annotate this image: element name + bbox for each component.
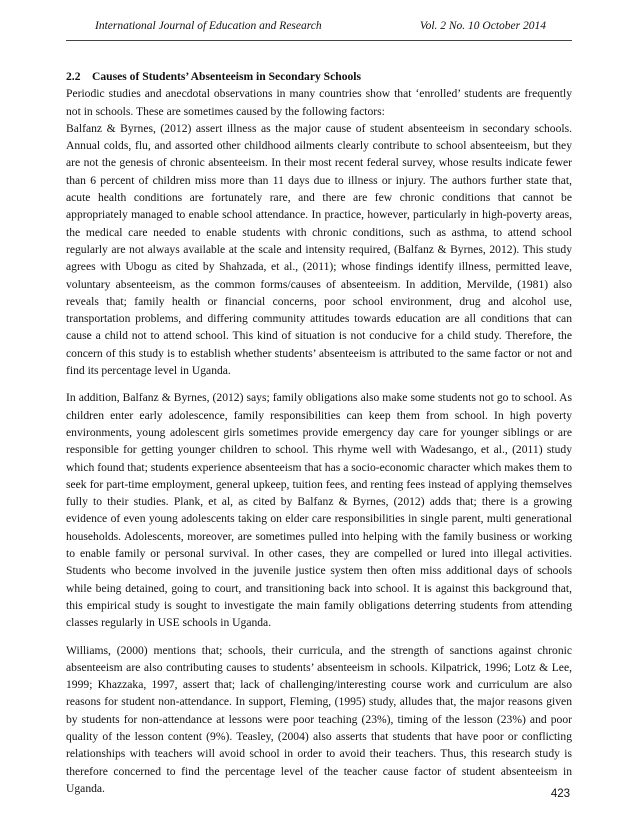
running-header — [95, 20, 546, 36]
journal-title: International Journal of Education and Research — [95, 20, 322, 32]
section-title: Causes of Students’ Absenteeism in Secondary Schools — [92, 70, 362, 83]
header-rule — [66, 40, 572, 41]
paragraph-intro: Periodic studies and anecdotal observations in many countries show that ‘enrolled’ students are frequently not in schools. These are sometimes caused by the following factors: — [66, 87, 572, 118]
page-body — [66, 68, 572, 797]
section-number: 2.2 — [66, 70, 81, 83]
page-number: 423 — [550, 788, 570, 800]
paragraph-family-obligations: In addition, Balfanz & Byrnes, (2012) says; family obligations also make some students not go to school. As children enter early adolescence, family responsibilities can keep them from school. In high poverty environments, young adolescent girls sometimes provide emergency day care for younger siblings or are responsible for getting younger children to school. This rhyme well with Wadesango, et al., (2011) study which found that; students experience absenteeism that has a socio-economic character which makes them to seek for part-time employment, general upkeep, tuition fees, and renting fees instead of applying themselves fully to their studies. Plank, et al, as cited by Balfanz & Byrnes, (2012) adds that; there is a growing evidence of even young adolescents taking on elder care responsibilities in single parent, multi generational households. Adolescents, moreover, are sometimes pulled into helping with the family business or working to enable family or personal survival. In other cases, they are compelled or lured into illegal activities. Students who become involved in the juvenile justice system then often miss additional days of schools while being detained, going to court, and transitioning back into school. It is against this background that, this empirical study is sought to investigate the main family obligations deterring students from attending classes regularly in USE schools in Uganda. — [66, 391, 572, 630]
paragraph-school-factors: Williams, (2000) mentions that; schools, their curricula, and the strength of sanctions against chronic absenteeism are also contributing causes to students’ absenteeism in schools. Kilpatrick, 1996; Lotz & Lee, 1999; Khazzaka, 1997, assert that; lack of challenging/interesting course work and curriculum are also reasons for student non-attendance. In support, Fleming, (1995) study, alludes that, the major reasons given by students for non-attendance at lessons were poor teaching (23%), timing of the lesson (23%) and poor quality of the lesson content (9%). Teasley, (2004) also asserts that students that have poor or conflicting relationships with teachers will avoid school in order to avoid their teachers. Thus, this research study is therefore concerned to find the percentage level of the teacher cause factor of student absenteeism in Uganda. — [66, 643, 572, 795]
section-heading — [66, 68, 572, 85]
volume-info: Vol. 2 No. 10 October 2014 — [419, 20, 546, 32]
paragraph-illness: Balfanz & Byrnes, (2012) assert illness as the major cause of student absenteeism in secondary schools. Annual colds, flu, and assorted other childhood ailments clearly contribute to school absenteeism, but they are not the genesis of chronic absenteeism. In their most recent federal survey, whose results indicate fewer than 6 percent of children miss more than 11 days due to illness or injury. The authors further state that, acute health conditions are fortunately rare, and there are few chronic conditions that cannot be appropriately managed to enable school attendance. In practice, however, particularly in high-poverty areas, the medical care needed to enable students with chronic conditions, such as asthma, to attend school regularly are not always available at the scale and intensity required, (Balfanz & Byrnes, 2012). This study agrees with Ubogu as cited by Shahzada, et al., (2011); whose findings identify illness, permitted leave, voluntary absenteeism, as the common forms/causes of absenteeism. In addition, Mervilde, (1981) also reveals that; family health or financial concerns, poor school environment, drug and alcohol use, transportation problems, and differing community attitudes towards education are all conditions that can cause a child not to attend school. This kind of situation is not conducive for a child study. Therefore, the concern of this study is to establish whether students’ absenteeism is attributed to the same factor or not and find its percentage level in Uganda. — [66, 121, 572, 378]
